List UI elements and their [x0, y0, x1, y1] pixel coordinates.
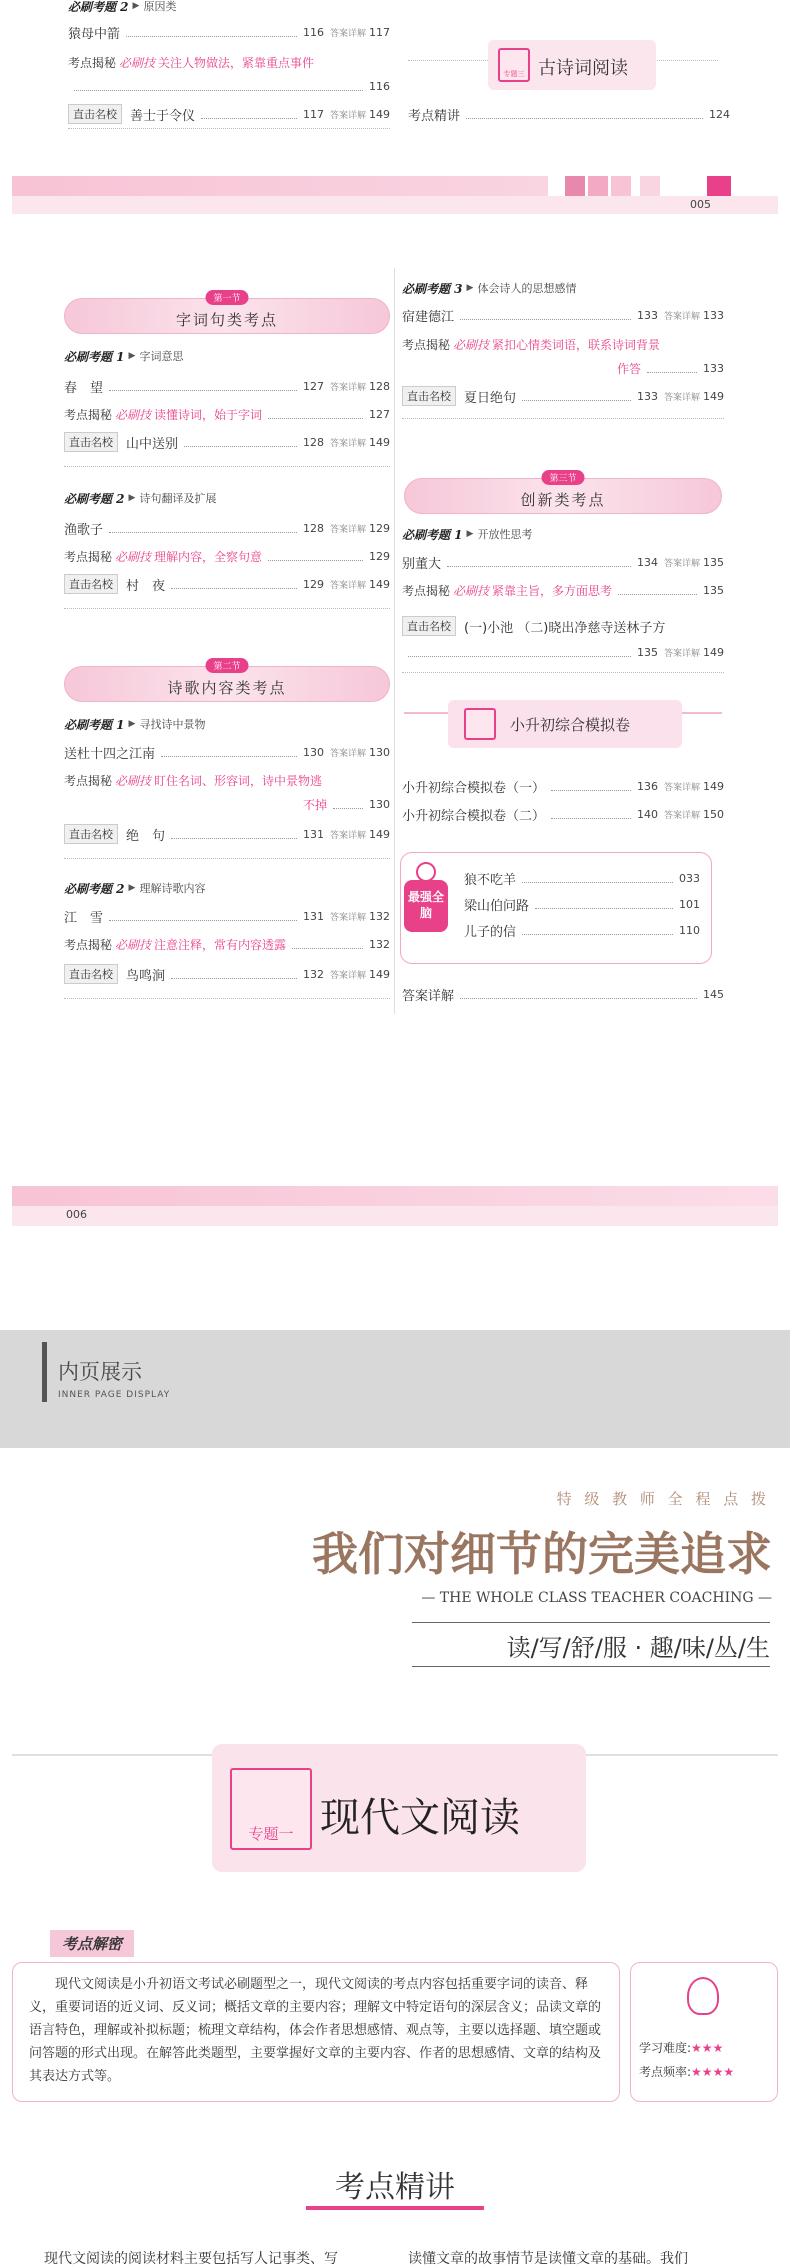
display-subtitle: INNER PAGE DISPLAY — [58, 1390, 171, 1400]
page-number: 005 — [690, 198, 711, 211]
toc-entry[interactable]: 直击名校 善士于令仪 117 答案详解 149 — [68, 104, 390, 124]
lightbulb-icon — [416, 862, 436, 882]
kaoti-header: 必刷考题 1 ▶ 字词意思 — [64, 349, 184, 364]
difficulty: 学习难度:★★★ — [639, 2041, 724, 2055]
promo-slogan: 读/写/舒/服 · 趣/味/丛/生 — [506, 1634, 770, 1662]
zhuanti3-banner — [488, 40, 656, 90]
entry-page: 110 — [679, 923, 700, 937]
brain-item[interactable] — [464, 894, 700, 914]
toc-entry[interactable]: 别董大 134 答案详解 135 — [402, 555, 724, 572]
column-divider — [394, 268, 395, 1014]
zhuanti1-banner — [212, 1744, 586, 1872]
toc-entry[interactable]: 小升初综合模拟卷（二） 140 答案详解 150 — [402, 807, 724, 824]
promo-top: 特 级 教 师 全 程 点 拨 — [556, 1490, 770, 1508]
mock-title: 小升初综合模拟卷 — [510, 716, 631, 734]
toc-entry[interactable]: 考点精讲 124 — [408, 107, 730, 124]
page-banner — [12, 176, 778, 196]
jingjiang-title: 考点精讲 — [335, 2170, 455, 2205]
entry-title: 猿母中箭 — [68, 26, 121, 42]
entry-title: 善士于令仪 — [130, 108, 196, 124]
toc-entry[interactable]: 宿建德江 133 答案详解 133 — [402, 308, 724, 325]
toc-entry[interactable]: 116 — [68, 76, 390, 96]
toc-entry[interactable]: 直击名校 鸟鸣涧 132 答案详解 149 — [64, 964, 390, 984]
toc-entry[interactable]: 春 望 127 答案详解 128 — [64, 379, 390, 396]
kaoti-header: 必刷考题 2 ▶ 理解诗歌内容 — [64, 881, 206, 896]
brain-badge: 最强全脑 — [404, 880, 448, 932]
kaodian-line: 考点揭秘 必刷技 盯住名词、形容词，诗中景物逃 — [64, 774, 323, 788]
promo-headline: 我们对细节的完美追求 — [312, 1527, 772, 1581]
calendar-icon — [464, 708, 496, 740]
kaodian-line: 考点揭秘 必刷技 紧扣心情类词语，联系诗词背景 — [402, 338, 661, 352]
toc-entry[interactable]: 江 雪 131 答案详解 132 — [64, 909, 390, 926]
toc-entry[interactable]: 答案详解 145 — [402, 987, 724, 1004]
entry-page: 033 — [679, 871, 700, 885]
kaoti-header: 必刷考题 1 ▶ 寻找诗中景物 — [64, 717, 206, 732]
entry-page: 101 — [679, 897, 700, 911]
calendar-icon: 专题一 — [230, 1768, 312, 1850]
entry-page: 116 — [302, 25, 324, 39]
toc-entry[interactable]: 直击名校 夏日绝句 133 答案详解 149 — [402, 386, 724, 406]
jingjiang-left: 现代文阅读的阅读材料主要包括写人记事类、写 — [44, 2251, 338, 2267]
jiedu-label: 考点解密 — [50, 1930, 134, 1957]
toc-entry[interactable]: 不掉 130 — [302, 797, 390, 812]
toc-entry[interactable]: 直击名校 绝 句 131 答案详解 149 — [64, 824, 390, 844]
display-header — [0, 1330, 790, 1448]
frequency: 考点频率:★★★★ — [639, 2065, 735, 2079]
toc-entry[interactable] — [68, 22, 390, 42]
zhuanti-title: 现代文阅读 — [320, 1795, 520, 1841]
toc-entry[interactable]: 小升初综合模拟卷（一） 136 答案详解 149 — [402, 779, 724, 796]
display-title: 内页展示 — [58, 1360, 142, 1384]
jiedu-text: 现代文阅读是小升初语文考试必刷题型之一，现代文阅读的考点内容包括重要字词的读音、释义，重要词语的近义词、反义词；概括文章的主要内容；理解文中特定语句的深层含义；品读文章的语言特色，理解或补拟标题；梳理文章结构，体会作者思想感情、观点等，主要以选择题、填空题或问答题的形式出现。在解答此类题型，主要掌握好文章的主要内容、作者的思想感情、文章的结构及其表达方式等。 — [12, 1962, 620, 2102]
calendar-icon: 专题三 — [498, 48, 530, 82]
kaoti-title: 必刷考题 2 — [68, 0, 129, 14]
kaoti-header: 必刷考题 1 ▶ 开放性思考 — [402, 527, 533, 542]
section-header: 第二节 诗歌内容类考点 — [64, 666, 390, 702]
kaodian-line[interactable]: 考点揭秘 必刷技 注意注释，常有内容透露 132 — [64, 937, 390, 952]
jingjiang-right: 读懂文章的故事情节是读懂文章的基础。我们 — [408, 2251, 688, 2267]
brain-item[interactable] — [464, 920, 700, 940]
kaodian-line[interactable]: 考点揭秘 必刷技 理解内容，全察句意 129 — [64, 549, 390, 564]
kaoti-header: 必刷考题 2 ▶ 原因类 — [68, 0, 176, 16]
section-header: 第一节 字词句类考点 — [64, 298, 390, 334]
section-header: 第三节 创新类考点 — [404, 478, 722, 514]
toc-entry[interactable]: 135 答案详解 149 — [402, 642, 724, 662]
kaoti-sub: 原因类 — [143, 0, 177, 13]
kaodian-line: 考点揭秘 必刷技 关注人物做法，紧靠重点事件 — [68, 56, 315, 70]
answer-label: 答案详解 — [329, 28, 366, 39]
toc-entry[interactable]: 直击名校 (一)小池 （二)晓出净慈寺送林子方 — [402, 616, 724, 636]
difficulty-box — [630, 1962, 778, 2102]
mascot-icon — [687, 1977, 719, 2015]
page-number: 006 — [66, 1208, 87, 1221]
entry-title: 儿子的信 — [464, 924, 517, 940]
page-banner — [12, 1186, 778, 1206]
toc-entry[interactable]: 渔歌子 128 答案详解 129 — [64, 521, 390, 538]
mock-banner — [448, 700, 682, 748]
promo-english: — THE WHOLE CLASS TEACHER COACHING — — [421, 1590, 772, 1606]
toc-entry[interactable]: 直击名校 山中送别 128 答案详解 149 — [64, 432, 390, 452]
kaodian-line[interactable]: 考点揭秘 必刷技 读懂诗词，始于字词 127 — [64, 407, 390, 422]
toc-entry[interactable]: 直击名校 村 夜 129 答案详解 149 — [64, 574, 390, 594]
brain-item[interactable] — [464, 868, 700, 888]
entry-title: 狼不吃羊 — [464, 872, 517, 888]
kaoti-header: 必刷考题 3 ▶ 体会诗人的思想感情 — [402, 281, 577, 296]
toc-entry[interactable]: 作答 133 — [616, 361, 724, 376]
answer-page: 117 — [369, 25, 390, 39]
toc-entry[interactable]: 送杜十四之江南 130 答案详解 130 — [64, 745, 390, 762]
mingxiao-tag: 直击名校 — [68, 104, 122, 124]
entry-title: 梁山伯问路 — [464, 898, 530, 914]
divider — [68, 128, 390, 129]
kaodian-line[interactable]: 考点揭秘 必刷技 紧靠主旨，多方面思考 135 — [402, 583, 724, 598]
zhuanti-title: 古诗词阅读 — [538, 58, 628, 79]
kaoti-header: 必刷考题 2 ▶ 诗句翻译及扩展 — [64, 491, 217, 506]
